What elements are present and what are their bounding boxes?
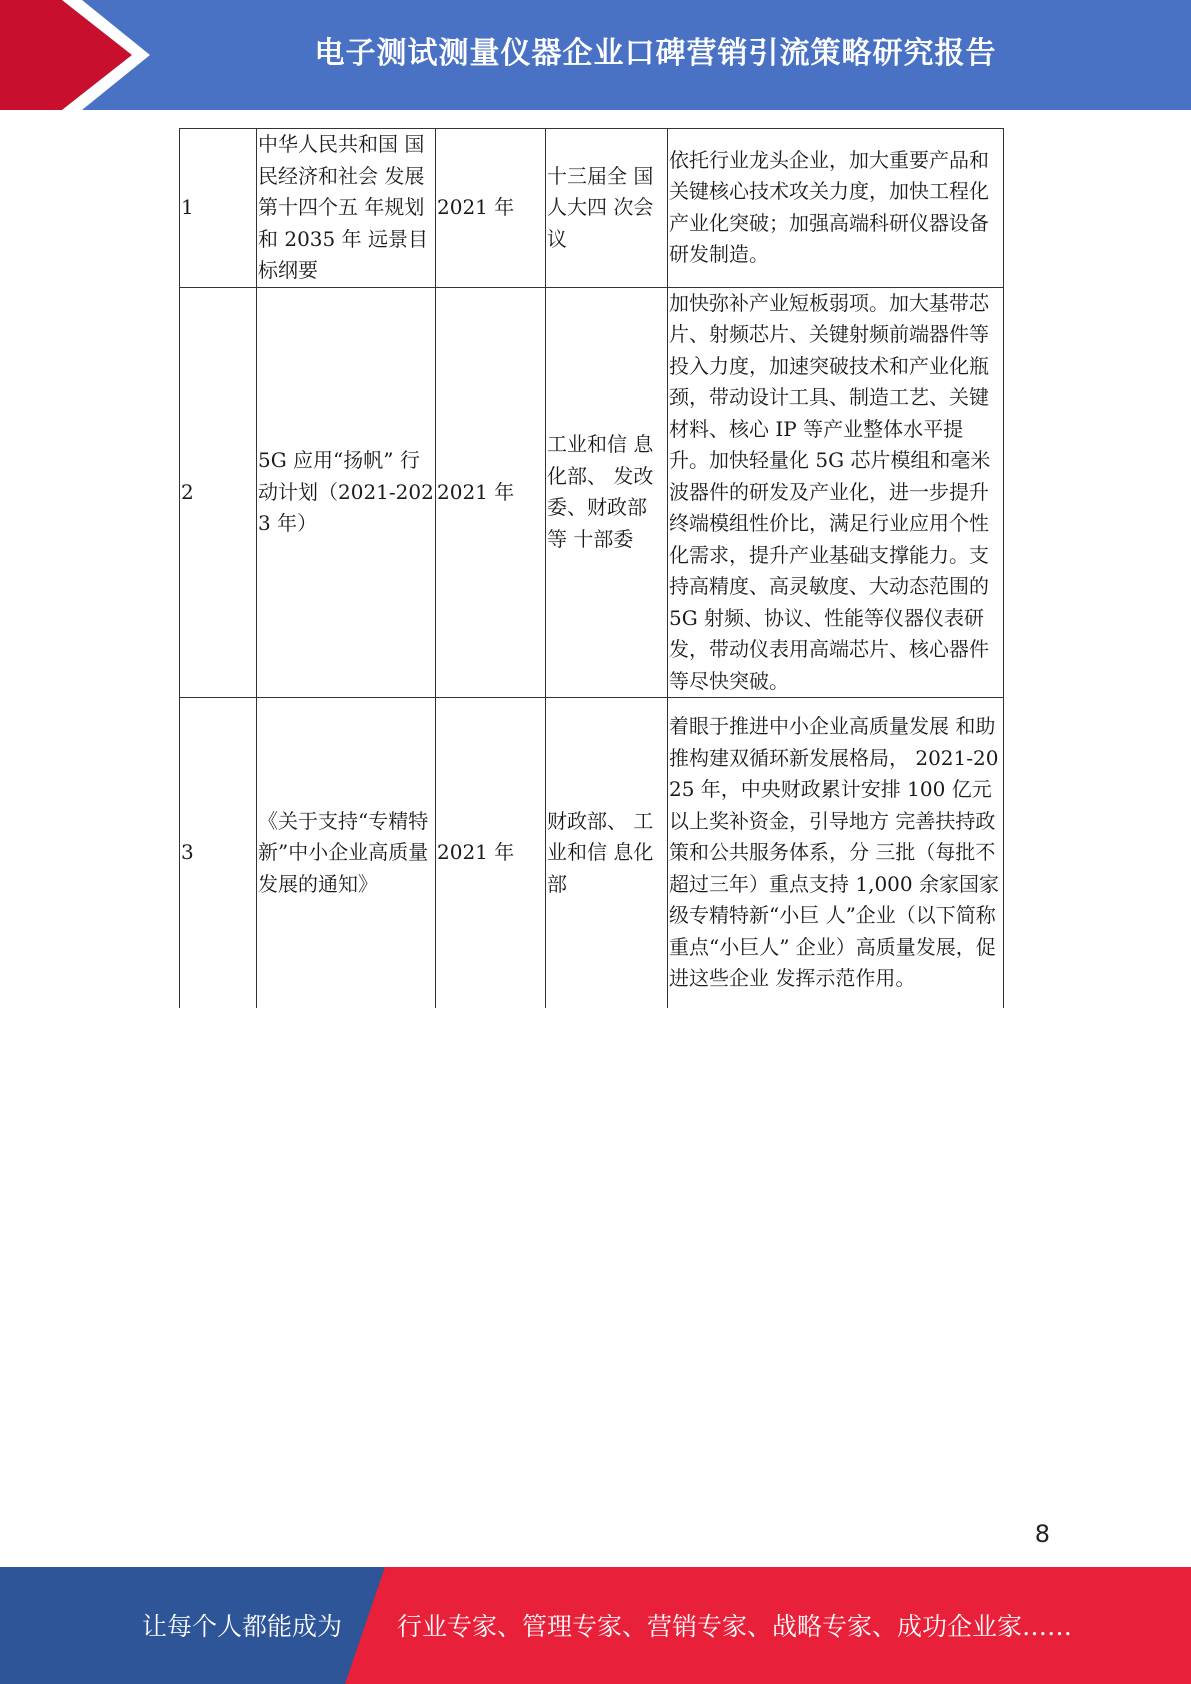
footer-slogan-left: 让每个人都能成为 bbox=[142, 1612, 343, 1641]
policy-name: 中华人民共和国 国民经济和社会 发展第十四个五 年规划和 2035 年 远景目标纲要 bbox=[257, 129, 436, 288]
policy-year: 2021 年 bbox=[436, 287, 546, 698]
policy-name: 5G 应用“扬帆” 行动计划（2021-2023 年） bbox=[257, 287, 436, 698]
table-row bbox=[180, 129, 1004, 288]
issuing-org: 工业和信 息化部、 发改委、财政部等 十部委 bbox=[546, 287, 668, 698]
row-number: 3 bbox=[180, 698, 257, 1008]
policy-content: 着眼于推进中小企业高质量发展 和助推构建双循环新发展格局， 2021-2025 年，中央财政累计安排 100 亿元以上奖补资金，引导地方 完善扶持政策和公共服务体系，分 三批（每批不超过三年）重点支持 1,000 余家国家级专精特新“小巨 人”企业（以下简称重点“小巨人” 企业）高质量发展，促进这些企业 发挥示范作用。 bbox=[668, 698, 1004, 1008]
page-number: 8 bbox=[1034, 1520, 1050, 1548]
report-title: 电子测试测量仪器企业口碑营销引流策略研究报告 bbox=[314, 36, 997, 71]
row-number: 2 bbox=[180, 287, 257, 698]
policy-year: 2021 年 bbox=[436, 129, 546, 288]
policy-content: 依托行业龙头企业，加大重要产品和关键核心技术攻关力度，加快工程化产业化突破；加强高端科研仪器设备研发制造。 bbox=[668, 129, 1004, 288]
policy-content: 加快弥补产业短板弱项。加大基带芯片、射频芯片、关键射频前端器件等投入力度，加速突破技术和产业化瓶颈，带动设计工具、制造工艺、关键材料、核心 IP 等产业整体水平提升。加快轻量化 5G 芯片模组和毫米波器件的研发及产业化，进一步提升终端模组性价比，满足行业应用个性化需求，提升产业基础支撑能力。支持高精度、高灵敏度、大动态范围的 5G 射频、协议、性能等仪器仪表研发，带动仪表用高端芯片、核心器件等尽快突破。 bbox=[668, 287, 1004, 698]
table-row bbox=[180, 287, 1004, 698]
footer-banner bbox=[0, 1567, 1191, 1684]
policy-year: 2021 年 bbox=[436, 698, 546, 1008]
header-banner bbox=[0, 0, 1191, 110]
policy-table bbox=[179, 128, 1004, 1008]
issuing-org: 十三届全 国人大四 次会议 bbox=[546, 129, 668, 288]
policy-name: 《关于支持“专精特新”中小企业高质量发展的通知》 bbox=[257, 698, 436, 1008]
footer-slogan-right: 行业专家、管理专家、营销专家、战略专家、成功企业家…… bbox=[397, 1612, 1073, 1641]
row-number: 1 bbox=[180, 129, 257, 288]
issuing-org: 财政部、 工业和信 息化部 bbox=[546, 698, 668, 1008]
table-row bbox=[180, 698, 1004, 1008]
